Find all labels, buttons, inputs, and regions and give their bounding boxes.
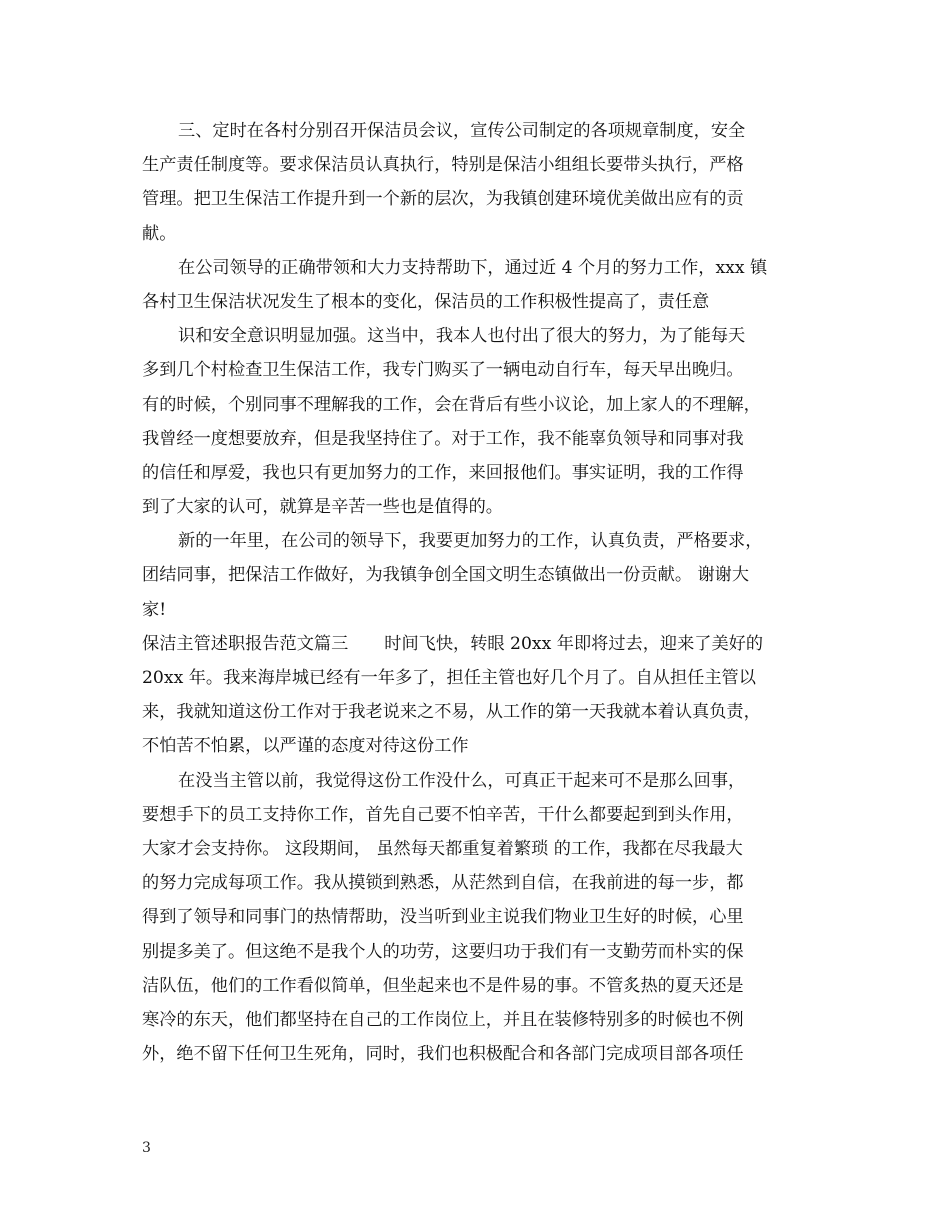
text-line: 不怕苦不怕累，以严谨的态度对待这份工作	[142, 736, 469, 757]
text-line: 20xx 年。我来海岸城已经有一年多了，担任主管也好几个月了。自从担任主管以	[142, 668, 756, 688]
text-line: 多到几个村检查卫生保洁工作，我专门购买了一辆电动自行车，每天早出晚归。	[142, 360, 744, 381]
text-line: 的努力完成每项工作。我从摸锁到熟悉，从茫然到自信，在我前进的每一步，都	[142, 873, 744, 894]
text-line: 我曾经一度想要放弃，但是我坚持住了。对于工作，我不能辜负领导和同事对我	[142, 428, 744, 449]
text-line: 管理。把卫生保洁工作提升到一个新的层次，为我镇创建环境优美做出应有的贡	[142, 189, 744, 210]
text-line-with-heading	[142, 627, 810, 661]
text-line: 生产责任制度等。要求保洁员认真执行，特别是保洁小组组长要带头执行，严格	[142, 155, 744, 176]
text-line: 团结同事，把保洁工作做好，为我镇争创全国文明生态镇做出一份贡献。 谢谢大	[142, 565, 750, 586]
text-line: 在公司领导的正确带领和大力支持帮助下，通过近 4 个月的努力工作，xxx 镇	[178, 257, 768, 278]
text-line: 要想手下的员工支持你工作，首先自己要不怕辛苦，干什么都要起到到头作用，	[142, 804, 744, 825]
page-number: 3	[142, 1140, 151, 1156]
text-line: 得到了领导和同事门的热情帮助，没当听到业主说我们物业卫生好的时候，心里	[142, 907, 744, 928]
text-line: 时间飞快，转眼 20xx 年即将过去，迎来了美好的	[384, 633, 764, 654]
text-line: 来，我就知道这份工作对于我老说来之不易，从工作的第一天我就本着认真负责，	[142, 702, 761, 723]
text-line: 新的一年里，在公司的领导下，我要更加努力的工作，认真负责，严格要求，	[178, 531, 763, 552]
text-line: 寒冷的东天，他们都坚持在自己的工作岗位上，并且在装修特别多的时候也不例	[142, 1009, 744, 1030]
text-line: 外，绝不留下任何卫生死角，同时，我们也积极配合和各部门完成项目部各项任	[142, 1044, 744, 1065]
text-line: 洁队伍，他们的工作看似简单，但坐起来也不是件易的事。不管炙热的夏天还是	[142, 975, 744, 996]
text-line: 别提多美了。但这绝不是我个人的功劳，这要归功于我们有一支勤劳而朴实的保	[142, 941, 744, 962]
text-line: 各村卫生保洁状况发生了根本的变化，保洁员的工作积极性提高了，责任意	[142, 291, 710, 312]
text-line: 献。	[142, 223, 177, 244]
text-line: 家!	[142, 599, 167, 620]
text-line: 在没当主管以前，我觉得这份工作没什么，可真正干起来可不是那么回事，	[178, 770, 746, 791]
document-body	[142, 114, 810, 1071]
section-heading: 保洁主管述职报告范文篇三	[142, 633, 349, 654]
text-line: 大家才会支持你。 这段期间， 虽然每天都重复着繁琐 的工作，我都在尽我最大	[142, 838, 743, 859]
text-line: 的信任和厚爱，我也只有更加努力的工作，来回报他们。事实证明，我的工作得	[142, 462, 744, 483]
text-line: 到了大家的认可，就算是辛苦一些也是值得的。	[142, 497, 503, 518]
text-line: 识和安全意识明显加强。这当中，我本人也付出了很大的努力，为了能每天	[178, 326, 746, 347]
text-line: 有的时候，个别同事不理解我的工作，会在背后有些小议论，加上家人的不理解，	[142, 394, 761, 415]
text-line: 三、定时在各村分别召开保洁员会议，宣传公司制定的各项规章制度，安全	[178, 121, 746, 141]
